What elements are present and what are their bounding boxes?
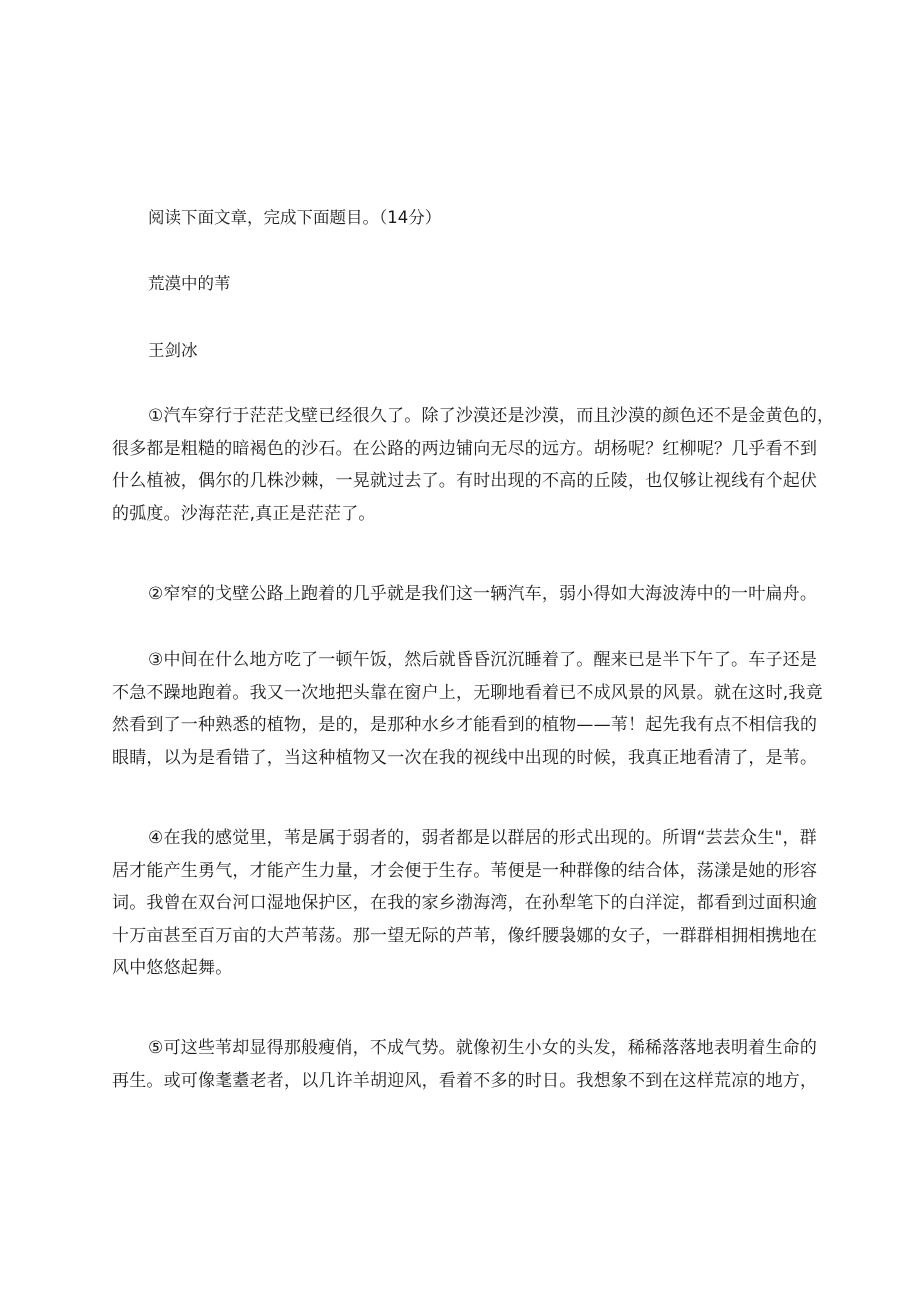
article-title: 荒漠中的苇 bbox=[148, 274, 231, 293]
paragraph-4 bbox=[112, 822, 818, 985]
paragraph-line: 居才能产生勇气，才能产生力量，才会便于生存。苇便是一种群像的结合体，荡漾是她的形容 bbox=[112, 860, 818, 881]
paragraph-line: ③中间在什么地方吃了一顿午饭，然后就昏昏沉沉睡着了。醒来已是半下午了。车子还是 bbox=[148, 650, 818, 670]
paragraph-line: 眼睛，以为是看错了，当这种植物又一次在我的视线中出现的时候，我真正地看清了，是苇。 bbox=[112, 747, 818, 768]
instruction-text: 阅读下面文章，完成下面题目。（14分） bbox=[148, 208, 442, 227]
article-author: 王剑冰 bbox=[148, 341, 198, 360]
paragraph-line: ④在我的感觉里，苇是属于弱者的，弱者都是以群居的形式出现的。所谓“芸芸众生"，群 bbox=[148, 828, 817, 848]
paragraph-5 bbox=[112, 1032, 818, 1097]
paragraph-line: 词。我曾在双台河口湿地保护区，在我的家乡渤海湾，在孙犁笔下的白洋淀，都看到过面积逾 bbox=[112, 893, 818, 913]
paragraph-line: 风中悠悠起舞。 bbox=[112, 958, 233, 978]
paragraph-line: 的弧度。沙海茫茫,真正是茫茫了。 bbox=[112, 503, 376, 524]
paragraph-line: 然看到了一种熟悉的植物，是的，是那种水乡才能看到的植物——苇！起先我有点不相信我的 bbox=[112, 715, 818, 735]
paragraph-2 bbox=[112, 578, 818, 611]
paragraph-line: 什么植被，偶尔的几株沙棘，一晃就过去了。有时出现的不高的丘陵，也仅够让视线有个起伏 bbox=[112, 471, 818, 491]
paragraph-line: 很多都是粗糙的暗褐色的沙石。在公路的两边铺向无尽的远方。胡杨呢？红柳呢？几乎看不到 bbox=[112, 438, 818, 459]
paragraph-3 bbox=[112, 644, 823, 774]
paragraph-line: 不急不躁地跑着。我又一次地把头靠在窗户上，无聊地看着已不成风景的风景。就在这时,我竟 bbox=[112, 682, 823, 703]
paragraph-line: 再生。或可像耄耋老者，以几许羊胡迎风，看着不多的时日。我想象不到在这样荒凉的地方， bbox=[112, 1070, 818, 1091]
paragraph-line: ②窄窄的戈壁公路上跑着的几乎就是我们这一辆汽车，弱小得如大海波涛中的一叶扁舟。 bbox=[148, 584, 818, 604]
paragraph-line: ⑤可这些苇却显得那般瘦俏，不成气势。就像初生小女的头发，稀稀落落地表明着生命的 bbox=[148, 1038, 818, 1058]
paragraph-line: ①汽车穿行于茫茫戈壁已经很久了。除了沙漠还是沙漠，而且沙漠的颜色还不是金黄色的， bbox=[148, 406, 835, 426]
paragraph-1 bbox=[112, 400, 835, 530]
paragraph-line: 十万亩甚至百万亩的大芦苇荡。那一望无际的芦苇，像纤腰袅娜的女子，一群群相拥相携地在 bbox=[112, 925, 818, 946]
